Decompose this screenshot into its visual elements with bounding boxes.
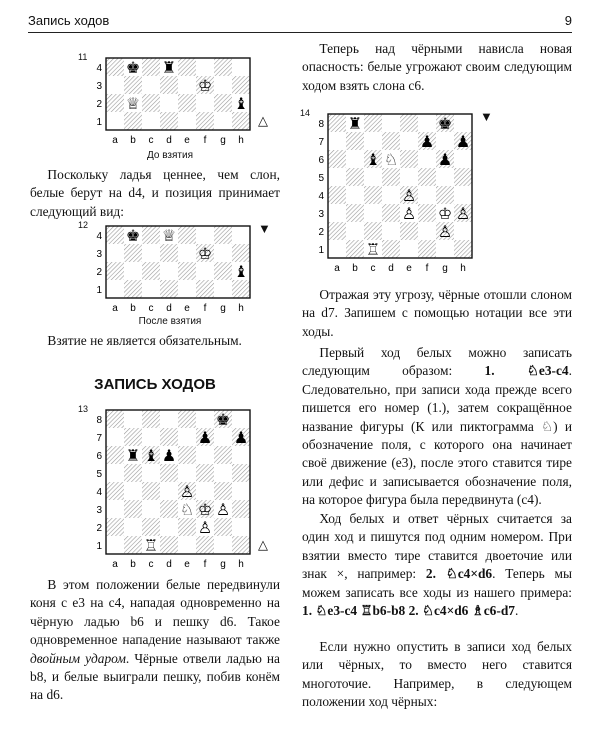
- chess-diagram-14: [300, 108, 500, 282]
- chess-board: [90, 220, 260, 316]
- chess-piece-icon: ♔: [197, 76, 213, 95]
- board-square: [196, 464, 214, 482]
- board-square: [106, 536, 124, 554]
- file-label: b: [130, 559, 136, 570]
- move-notation: 1. ♘e3-c4: [484, 363, 569, 379]
- file-label: b: [130, 303, 136, 314]
- board-square: [196, 94, 214, 112]
- chess-piece-icon: ♟: [455, 132, 471, 151]
- board-square: [232, 58, 250, 76]
- board-square: [418, 204, 436, 222]
- file-label: h: [238, 135, 244, 146]
- board-square: [400, 222, 418, 240]
- file-label: g: [220, 559, 226, 570]
- board-square: [214, 536, 232, 554]
- board-square: [400, 150, 418, 168]
- board-square: [196, 58, 214, 76]
- board-square: [178, 76, 196, 94]
- board-square: [124, 482, 142, 500]
- board-square: [364, 168, 382, 186]
- running-title: Запись ходов: [28, 13, 110, 28]
- board-square: [160, 536, 178, 554]
- rank-label: 4: [318, 191, 324, 202]
- chess-piece-icon: ♝: [365, 150, 381, 169]
- board-square: [142, 58, 160, 76]
- board-square: [160, 76, 178, 94]
- board-square: [232, 280, 250, 298]
- diagram-number: 11: [78, 52, 88, 62]
- file-label: b: [352, 263, 358, 274]
- rank-label: 2: [96, 267, 102, 278]
- board-square: [418, 168, 436, 186]
- chess-piece-icon: ♙: [197, 518, 213, 537]
- board-square: [214, 280, 232, 298]
- rank-label: 4: [96, 231, 102, 242]
- board-square: [124, 410, 142, 428]
- rank-label: 1: [96, 541, 102, 552]
- board-square: [346, 186, 364, 204]
- board-square: [214, 518, 232, 536]
- chess-piece-icon: ♟: [233, 428, 249, 447]
- rank-label: 6: [318, 155, 324, 166]
- board-square: [382, 114, 400, 132]
- file-label: g: [442, 263, 448, 274]
- diagram-number: 12: [78, 220, 89, 230]
- chess-piece-icon: ♖: [143, 536, 159, 555]
- file-label: f: [203, 135, 207, 146]
- chess-piece-icon: ♖: [365, 240, 381, 259]
- file-label: c: [148, 303, 154, 314]
- board-square: [106, 482, 124, 500]
- chess-piece-icon: ♙: [437, 222, 453, 241]
- board-square: [232, 446, 250, 464]
- board-square: [106, 226, 124, 244]
- board-square: [346, 132, 364, 150]
- rank-label: 3: [318, 209, 324, 220]
- board-square: [382, 186, 400, 204]
- board-square: [124, 536, 142, 554]
- board-square: [196, 410, 214, 428]
- board-square: [178, 244, 196, 262]
- right-paragraph-3: Первый ход белых можно записать следующим образом: 1. ♘e3-c4. Следовательно, при записи хода прежде всего пишется его номер (1.), затем сокращённое название фигуры (К или пиктограмма ♘) и обозначение поля, с которого она начинает своё движение (e3), после этого ставится тире или дефис и записывается обозначение поля, на которое фигура была передвинута (c4).: [302, 345, 572, 508]
- file-label: e: [184, 303, 190, 314]
- board-square: [232, 518, 250, 536]
- board-square: [346, 150, 364, 168]
- rank-label: 2: [318, 227, 324, 238]
- board-square: [346, 168, 364, 186]
- board-square: [178, 226, 196, 244]
- board-square: [106, 244, 124, 262]
- chess-piece-icon: ♝: [143, 446, 159, 465]
- rank-label: 7: [318, 137, 324, 148]
- board-square: [196, 112, 214, 130]
- file-label: b: [130, 135, 136, 146]
- board-square: [400, 114, 418, 132]
- board-square: [214, 58, 232, 76]
- board-square: [436, 168, 454, 186]
- side-to-move-icon: ▼: [480, 109, 493, 124]
- chess-piece-icon: ♚: [437, 114, 453, 133]
- board-square: [214, 112, 232, 130]
- board-square: [328, 114, 346, 132]
- board-square: [160, 482, 178, 500]
- board-square: [106, 518, 124, 536]
- board-square: [418, 150, 436, 168]
- board-square: [400, 168, 418, 186]
- board-square: [124, 244, 142, 262]
- board-square: [400, 132, 418, 150]
- rank-label: 5: [96, 469, 102, 480]
- board-square: [214, 226, 232, 244]
- board-square: [364, 132, 382, 150]
- right-paragraph-2: Отражая эту угрозу, чёрные отошли слоном на d7. Запишем с помощью нотации все эти ходы.: [302, 287, 572, 339]
- board-square: [346, 240, 364, 258]
- file-label: a: [334, 263, 340, 274]
- board-square: [214, 482, 232, 500]
- chess-piece-icon: ♙: [401, 204, 417, 223]
- board-square: [142, 112, 160, 130]
- board-square: [364, 186, 382, 204]
- file-label: f: [203, 303, 207, 314]
- board-square: [382, 132, 400, 150]
- chess-piece-icon: ♕: [161, 226, 177, 245]
- rank-label: 1: [96, 117, 102, 128]
- board-square: [328, 186, 346, 204]
- file-label: g: [220, 135, 226, 146]
- board-square: [214, 262, 232, 280]
- board-square: [160, 262, 178, 280]
- right-paragraph-4: Ход белых и ответ чёрных считается за один ход и пишутся под одним номером. При взятии вместо тире ставится двоеточие или знак ×, например: 2. ♘c4×d6. Теперь мы можем записать все ходы из нашего примера: 1. ♘e3-c4 ♖b6-b8 2. ♘c4×d6 ♗c6-d7.: [302, 511, 572, 619]
- rank-label: 8: [96, 415, 102, 426]
- board-square: [124, 428, 142, 446]
- board-square: [178, 112, 196, 130]
- chess-board: [90, 52, 260, 148]
- chess-piece-icon: ♚: [215, 410, 231, 429]
- board-square: [124, 112, 142, 130]
- chess-piece-icon: ♕: [125, 94, 141, 113]
- board-square: [454, 222, 472, 240]
- board-square: [178, 94, 196, 112]
- file-label: f: [425, 263, 429, 274]
- diagram-caption: До взятия: [146, 150, 193, 161]
- chess-piece-icon: ♟: [419, 132, 435, 151]
- board-square: [328, 204, 346, 222]
- chess-piece-icon: ♜: [347, 114, 363, 133]
- board-square: [436, 240, 454, 258]
- board-square: [160, 428, 178, 446]
- board-square: [124, 500, 142, 518]
- board-square: [142, 428, 160, 446]
- board-square: [328, 222, 346, 240]
- board-square: [232, 482, 250, 500]
- file-label: a: [112, 135, 118, 146]
- board-square: [142, 226, 160, 244]
- board-square: [124, 518, 142, 536]
- board-square: [346, 222, 364, 240]
- board-square: [418, 186, 436, 204]
- board-square: [382, 240, 400, 258]
- right-paragraph-5: Если нужно опустить в записи ход белых или чёрных, то вместо него ставится многоточие. Например, в следующем положении ход чёрных:: [302, 639, 572, 710]
- diagram-number: 14: [300, 108, 311, 118]
- file-label: g: [220, 303, 226, 314]
- board-square: [382, 204, 400, 222]
- board-square: [328, 240, 346, 258]
- board-square: [160, 410, 178, 428]
- file-label: e: [184, 559, 190, 570]
- side-to-move-icon: △: [258, 113, 268, 128]
- board-square: [454, 240, 472, 258]
- file-label: a: [112, 559, 118, 570]
- board-square: [232, 112, 250, 130]
- board-square: [232, 500, 250, 518]
- chess-piece-icon: ♘: [383, 150, 399, 169]
- board-square: [214, 94, 232, 112]
- board-square: [328, 150, 346, 168]
- rank-label: 3: [96, 249, 102, 260]
- file-label: h: [460, 263, 466, 274]
- chess-diagram-12: [78, 220, 278, 320]
- board-square: [106, 280, 124, 298]
- rank-label: 5: [318, 173, 324, 184]
- board-square: [454, 168, 472, 186]
- board-square: [418, 222, 436, 240]
- board-square: [142, 500, 160, 518]
- chess-piece-icon: ♙: [215, 500, 231, 519]
- board-square: [214, 428, 232, 446]
- file-label: a: [112, 303, 118, 314]
- board-square: [364, 204, 382, 222]
- board-square: [214, 446, 232, 464]
- board-square: [178, 536, 196, 554]
- board-square: [382, 222, 400, 240]
- board-square: [454, 150, 472, 168]
- diagram-number: 13: [78, 404, 89, 414]
- board-square: [160, 244, 178, 262]
- board-square: [106, 446, 124, 464]
- left-paragraph-1: Поскольку ладья ценнее, чем слон, белые берут на d4, и позиция принимает следующий вид:: [30, 167, 280, 219]
- chess-piece-icon: ♔: [197, 244, 213, 263]
- board-square: [232, 464, 250, 482]
- board-square: [124, 262, 142, 280]
- rank-label: 6: [96, 451, 102, 462]
- board-square: [106, 262, 124, 280]
- chess-piece-icon: ♟: [197, 428, 213, 447]
- board-square: [142, 482, 160, 500]
- board-square: [106, 58, 124, 76]
- board-square: [178, 58, 196, 76]
- board-square: [232, 536, 250, 554]
- side-to-move-icon: △: [258, 537, 268, 552]
- board-square: [196, 446, 214, 464]
- board-square: [214, 244, 232, 262]
- board-square: [178, 410, 196, 428]
- board-square: [142, 262, 160, 280]
- board-square: [232, 76, 250, 94]
- file-label: e: [406, 263, 412, 274]
- board-square: [214, 464, 232, 482]
- board-square: [106, 112, 124, 130]
- rank-label: 4: [96, 63, 102, 74]
- rank-label: 7: [96, 433, 102, 444]
- board-square: [418, 114, 436, 132]
- rank-label: 3: [96, 505, 102, 516]
- rank-label: 2: [96, 99, 102, 110]
- board-square: [196, 280, 214, 298]
- board-square: [178, 428, 196, 446]
- board-square: [106, 428, 124, 446]
- board-square: [454, 186, 472, 204]
- board-square: [160, 94, 178, 112]
- rank-label: 1: [96, 285, 102, 296]
- chess-board: [312, 108, 482, 278]
- chess-piece-icon: ♘: [179, 500, 195, 519]
- board-square: [160, 518, 178, 536]
- move-notation: 1. ♘e3-c4 ♖b6-b8 2. ♘c4×d6 ♗c6-d7: [302, 603, 515, 619]
- board-square: [160, 464, 178, 482]
- chess-piece-icon: ♔: [197, 500, 213, 519]
- left-paragraph-2: Взятие не является обязательным.: [47, 333, 242, 348]
- file-label: d: [166, 559, 172, 570]
- board-square: [328, 168, 346, 186]
- board-square: [106, 410, 124, 428]
- board-square: [106, 94, 124, 112]
- chess-piece-icon: ♟: [437, 150, 453, 169]
- board-square: [142, 244, 160, 262]
- board-square: [106, 76, 124, 94]
- board-square: [106, 500, 124, 518]
- board-square: [436, 132, 454, 150]
- board-square: [400, 240, 418, 258]
- board-square: [160, 280, 178, 298]
- chess-piece-icon: ♟: [161, 446, 177, 465]
- file-label: c: [148, 559, 154, 570]
- board-square: [178, 464, 196, 482]
- chess-piece-icon: ♙: [179, 482, 195, 501]
- page-number: 9: [564, 13, 572, 28]
- file-label: h: [238, 559, 244, 570]
- chess-piece-icon: ♚: [125, 226, 141, 245]
- file-label: d: [166, 135, 172, 146]
- chess-board: [90, 404, 260, 574]
- board-square: [178, 280, 196, 298]
- board-square: [142, 464, 160, 482]
- file-label: f: [203, 559, 207, 570]
- rank-label: 1: [318, 245, 324, 256]
- chess-piece-icon: ♔: [437, 204, 453, 223]
- rank-label: 3: [96, 81, 102, 92]
- board-square: [454, 114, 472, 132]
- board-square: [196, 226, 214, 244]
- board-square: [142, 410, 160, 428]
- rank-label: 8: [318, 119, 324, 130]
- board-square: [328, 132, 346, 150]
- board-square: [196, 262, 214, 280]
- board-square: [232, 244, 250, 262]
- chess-piece-icon: ♙: [401, 186, 417, 205]
- board-square: [160, 500, 178, 518]
- board-square: [382, 168, 400, 186]
- board-square: [196, 536, 214, 554]
- file-label: c: [148, 135, 154, 146]
- board-square: [142, 518, 160, 536]
- file-label: c: [370, 263, 376, 274]
- side-to-move-icon: ▼: [258, 221, 271, 236]
- board-square: [160, 112, 178, 130]
- file-label: d: [388, 263, 394, 274]
- board-square: [232, 226, 250, 244]
- board-square: [124, 280, 142, 298]
- section-title: ЗАПИСЬ ХОДОВ: [94, 376, 216, 393]
- board-square: [346, 204, 364, 222]
- board-square: [124, 464, 142, 482]
- board-square: [178, 262, 196, 280]
- board-square: [178, 446, 196, 464]
- chess-piece-icon: ♝: [233, 94, 249, 113]
- board-square: [214, 76, 232, 94]
- file-label: h: [238, 303, 244, 314]
- emphasis: двойным ударом: [30, 650, 126, 666]
- chess-piece-icon: ♜: [161, 58, 177, 77]
- board-square: [196, 482, 214, 500]
- board-square: [436, 186, 454, 204]
- rank-label: 4: [96, 487, 102, 498]
- board-square: [124, 76, 142, 94]
- board-square: [106, 464, 124, 482]
- board-square: [418, 240, 436, 258]
- board-square: [142, 76, 160, 94]
- move-notation: 2. ♘c4×d6: [425, 566, 493, 582]
- rank-label: 2: [96, 523, 102, 534]
- file-label: e: [184, 135, 190, 146]
- chess-piece-icon: ♙: [455, 204, 471, 223]
- right-paragraph-1: Теперь над чёрными нависла новая опасность: белые угрожают своим следующим ходом взять слона c6.: [302, 41, 572, 93]
- board-square: [142, 94, 160, 112]
- board-square: [142, 280, 160, 298]
- chess-diagram-11: [78, 52, 278, 152]
- diagram-caption: После взятия: [138, 316, 202, 327]
- board-square: [178, 518, 196, 536]
- file-label: d: [166, 303, 172, 314]
- board-square: [232, 410, 250, 428]
- chess-piece-icon: ♚: [125, 58, 141, 77]
- chess-piece-icon: ♝: [233, 262, 249, 281]
- chess-diagram-13: [78, 404, 278, 578]
- left-paragraph-3: В этом положении белые передвинули коня с e3 на c4, нападая одновременно на чёрную ладью b6 и пешку d6. Такое одновременное нападение называют также двойным ударом. Чёрные отвели ладью на b8, и белые выиграли пешку, побив конём на d6.: [30, 577, 280, 703]
- chess-piece-icon: ♜: [125, 446, 141, 465]
- running-header: [28, 10, 572, 33]
- board-square: [364, 222, 382, 240]
- board-square: [364, 114, 382, 132]
